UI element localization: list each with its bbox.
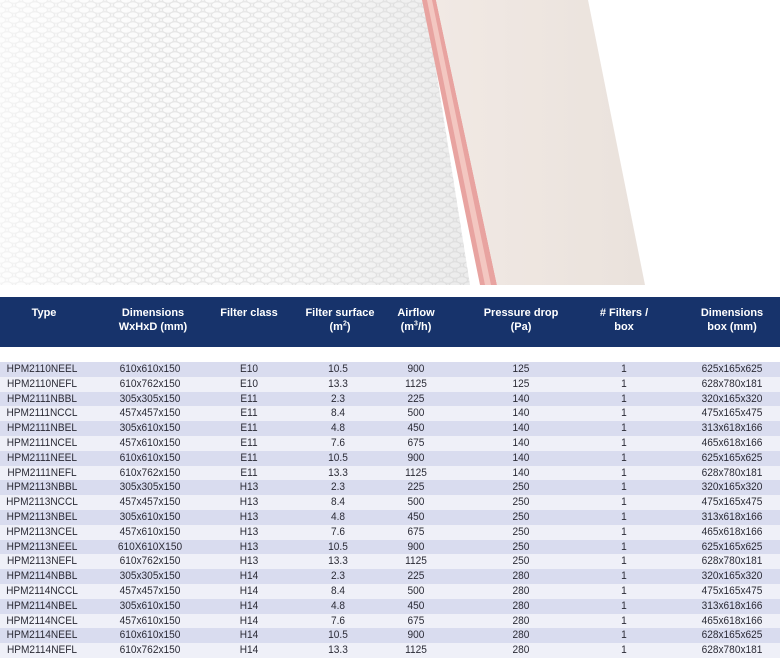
cell-pressure-drop: 250 [512,496,530,509]
table-row [0,466,780,481]
cell-pressure-drop: 250 [512,481,530,494]
cell-filters-per-box: 1 [621,436,627,449]
table-row [0,392,780,407]
cell-box-dimensions: 625x165x625 [701,363,763,375]
cell-dimensions: 610x762x150 [119,466,181,479]
cell-type: HPM2114NEEL [6,629,78,642]
cell-dimensions: 305x610x150 [119,599,181,612]
cell-filter-surface: 13.3 [328,555,348,568]
cell-pressure-drop: 250 [512,540,530,553]
cell-dimensions: 305x305x150 [119,481,181,494]
cell-filter-surface: 2.3 [330,481,346,494]
cell-dimensions: 610x762x150 [119,555,181,568]
cell-dimensions: 610x610x150 [119,363,181,375]
cell-dimensions: 610x762x150 [119,644,181,657]
cell-filters-per-box: 1 [621,481,627,494]
cell-airflow: 500 [407,584,425,597]
cell-filter-surface: 8.4 [330,584,346,597]
cell-box-dimensions: 625x165x625 [701,451,763,464]
cell-pressure-drop: 280 [512,614,530,627]
cell-filter-surface: 8.4 [330,407,346,420]
cell-box-dimensions: 625x165x625 [701,540,763,553]
cell-airflow: 1125 [405,377,427,390]
cell-box-dimensions: 465x618x166 [701,525,763,538]
table-row [0,525,780,540]
cell-type: HPM2113NEEL [6,540,78,553]
table-row [0,495,780,510]
cell-type: HPM2114NCCL [6,584,78,597]
cell-dimensions: 610X610X150 [117,540,183,553]
cell-filters-per-box: 1 [621,555,627,568]
cell-filters-per-box: 1 [621,392,627,405]
table-row [0,377,780,392]
cell-type: HPM2114NEFL [6,644,78,657]
cell-box-dimensions: 628x780x181 [701,555,763,568]
cell-dimensions: 457x457x150 [119,407,181,420]
cell-dimensions: 305x610x150 [119,422,181,435]
cell-airflow: 900 [407,629,425,642]
cell-dimensions: 457x610x150 [119,525,181,538]
cell-dimensions: 457x457x150 [119,584,181,597]
cell-airflow: 500 [407,407,425,420]
cell-filters-per-box: 1 [621,451,627,464]
cell-filter-surface: 4.8 [330,422,346,435]
cell-airflow: 450 [407,599,425,612]
table-body [0,362,780,658]
cell-filter-class: H14 [239,584,259,597]
table-row [0,599,780,614]
cell-dimensions: 457x610x150 [119,614,181,627]
cell-airflow: 675 [407,525,425,538]
table-row [0,510,780,525]
header-airflow: Airflow $(m^3/h)$ [397,307,435,333]
cell-filter-class: E11 [240,466,258,479]
header-type: Type [31,307,57,319]
cell-filter-class: H13 [239,481,259,494]
cell-dimensions: 457x610x150 [119,436,181,449]
cell-filters-per-box: 1 [621,377,627,390]
table-row [0,540,780,555]
cell-filters-per-box: 1 [621,629,627,642]
cell-filter-surface: 10.5 [328,451,348,464]
cell-filter-surface: 13.3 [328,466,348,479]
cell-filter-class: E11 [240,422,258,435]
cell-box-dimensions: 628x165x625 [701,629,763,642]
cell-pressure-drop: 280 [512,599,530,612]
cell-filter-surface: 2.3 [330,570,346,583]
cell-filter-surface: 10.5 [328,363,348,375]
cell-filter-class: E10 [239,377,258,390]
cell-type: HPM2113NCCL [6,496,78,509]
cell-filter-class: H14 [239,599,259,612]
cell-filter-class: H13 [239,510,259,523]
cell-type: HPM2113NCEL [6,525,78,538]
cell-box-dimensions: 465x618x166 [701,614,763,627]
cell-filter-class: E10 [239,363,258,375]
cell-pressure-drop: 280 [512,570,530,583]
cell-type: HPM2114NCEL [6,614,78,627]
cell-pressure-drop: 125 [512,377,530,390]
cell-type: HPM2111NBEL [7,422,77,435]
cell-filter-surface: 10.5 [328,540,348,553]
cell-airflow: 1125 [405,466,427,479]
cell-pressure-drop: 280 [512,644,530,657]
header-filters-per-box: # Filters / box [599,307,649,333]
table-row [0,480,780,495]
cell-dimensions: 610x610x150 [119,451,181,464]
cell-pressure-drop: 140 [512,392,530,405]
cell-filter-class: H14 [239,614,259,627]
header-dimensions: Dimensions WxHxD (mm) [118,307,188,333]
cell-type: HPM2111NCEL [6,436,78,449]
cell-filter-class: E11 [240,436,258,449]
cell-airflow: 450 [407,422,425,435]
cell-filters-per-box: 1 [621,614,627,627]
table-row [0,614,780,629]
cell-box-dimensions: 628x780x181 [701,377,763,390]
cell-type: HPM2113NBBL [6,481,78,494]
cell-filter-class: H14 [239,570,259,583]
cell-dimensions: 305x610x150 [119,510,181,523]
cell-filters-per-box: 1 [621,570,627,583]
cell-filter-class: H14 [239,629,259,642]
cell-box-dimensions: 320x165x320 [701,570,763,583]
cell-pressure-drop: 250 [512,555,530,568]
cell-filter-class: H13 [239,496,259,509]
table-row [0,554,780,569]
cell-filter-surface: 4.8 [330,510,346,523]
cell-box-dimensions: 628x780x181 [701,644,763,657]
cell-filter-surface: 7.6 [330,614,346,627]
cell-dimensions: 610x610x150 [119,629,181,642]
cell-box-dimensions: 465x618x166 [701,436,763,449]
header-box-dimensions: Dimensions box (mm) [700,307,764,333]
cell-filters-per-box: 1 [621,584,627,597]
header-pressure-drop: Pressure drop (Pa) [483,307,559,333]
cell-filter-surface: 10.5 [328,629,348,642]
cell-airflow: 225 [407,392,425,405]
cell-box-dimensions: 313x618x166 [701,510,763,523]
table-row [0,584,780,599]
cell-box-dimensions: 313x618x166 [701,599,763,612]
cell-pressure-drop: 140 [512,422,530,435]
cell-box-dimensions: 320x165x320 [701,481,763,494]
cell-box-dimensions: 475x165x475 [701,584,763,597]
cell-box-dimensions: 320x165x320 [701,392,763,405]
cell-filter-class: H13 [239,555,259,568]
header-filter-class: Filter class [220,307,278,319]
cell-pressure-drop: 125 [512,363,530,375]
header-filter-surface: Filter surface $(m^2)$ [305,307,375,333]
cell-filters-per-box: 1 [621,644,627,657]
cell-type: HPM2111NCCL [6,407,78,420]
table-header [0,297,780,347]
cell-pressure-drop: 280 [512,629,530,642]
cell-filter-surface: 4.8 [330,599,346,612]
cell-type: HPM2111NEFL [7,466,77,479]
table-row [0,362,780,377]
cell-airflow: 900 [407,363,425,375]
cell-airflow: 675 [407,614,425,627]
cell-filter-class: E11 [240,451,258,464]
cell-box-dimensions: 313x618x166 [701,422,763,435]
cell-pressure-drop: 250 [512,525,530,538]
table-row [0,436,780,451]
table-row [0,421,780,436]
table-row [0,406,780,421]
cell-pressure-drop: 140 [512,451,530,464]
cell-airflow: 225 [407,570,425,583]
cell-pressure-drop: 140 [512,436,530,449]
cell-airflow: 1125 [405,555,427,568]
table-row [0,569,780,584]
cell-filters-per-box: 1 [621,496,627,509]
cell-airflow: 900 [407,540,425,553]
cell-filters-per-box: 1 [621,510,627,523]
cell-filter-surface: 8.4 [330,496,346,509]
cell-pressure-drop: 250 [512,510,530,523]
cell-dimensions: 610x762x150 [119,377,181,390]
cell-type: HPM2110NEFL [6,377,78,390]
filter-media-illustration [0,0,780,290]
cell-filter-surface: 7.6 [330,525,346,538]
cell-pressure-drop: 280 [512,584,530,597]
cell-box-dimensions: 475x165x475 [701,407,763,420]
cell-type: HPM2113NEFL [6,555,78,568]
cell-filters-per-box: 1 [621,363,627,375]
cell-airflow: 450 [407,510,425,523]
cell-type: HPM2110NEEL [6,363,78,375]
cell-filter-surface: 2.3 [330,392,346,405]
cell-type: HPM2114NBEL [6,599,78,612]
table-row [0,643,780,658]
cell-box-dimensions: 628x780x181 [701,466,763,479]
cell-filters-per-box: 1 [621,422,627,435]
filter-product-image [0,0,780,290]
table-row [0,628,780,643]
cell-filters-per-box: 1 [621,540,627,553]
cell-filter-class: H14 [239,644,259,657]
cell-airflow: 675 [407,436,425,449]
cell-airflow: 225 [407,481,425,494]
cell-type: HPM2111NBBL [7,392,77,405]
cell-dimensions: 305x305x150 [119,570,181,583]
cell-dimensions: 305x305x150 [119,392,181,405]
cell-filter-surface: 13.3 [328,644,348,657]
cell-pressure-drop: 140 [512,466,530,479]
cell-airflow: 900 [407,451,425,464]
cell-airflow: 1125 [405,644,427,657]
cell-filters-per-box: 1 [621,466,627,479]
cell-filter-class: H13 [239,525,259,538]
cell-type: HPM2113NBEL [6,510,78,523]
cell-filters-per-box: 1 [621,407,627,420]
cell-filter-class: H13 [239,540,259,553]
cell-filters-per-box: 1 [621,525,627,538]
cell-pressure-drop: 140 [512,407,530,420]
cell-filter-class: E11 [240,407,258,420]
cell-filter-class: E11 [240,392,258,405]
cell-filter-surface: 7.6 [330,436,346,449]
cell-type: HPM2111NEEL [7,451,77,464]
cell-airflow: 500 [407,496,425,509]
cell-filter-surface: 13.3 [328,377,348,390]
cell-filters-per-box: 1 [621,599,627,612]
cell-box-dimensions: 475x165x475 [701,496,763,509]
cell-dimensions: 457x457x150 [119,496,181,509]
table-row [0,451,780,466]
cell-type: HPM2114NBBL [6,570,78,583]
